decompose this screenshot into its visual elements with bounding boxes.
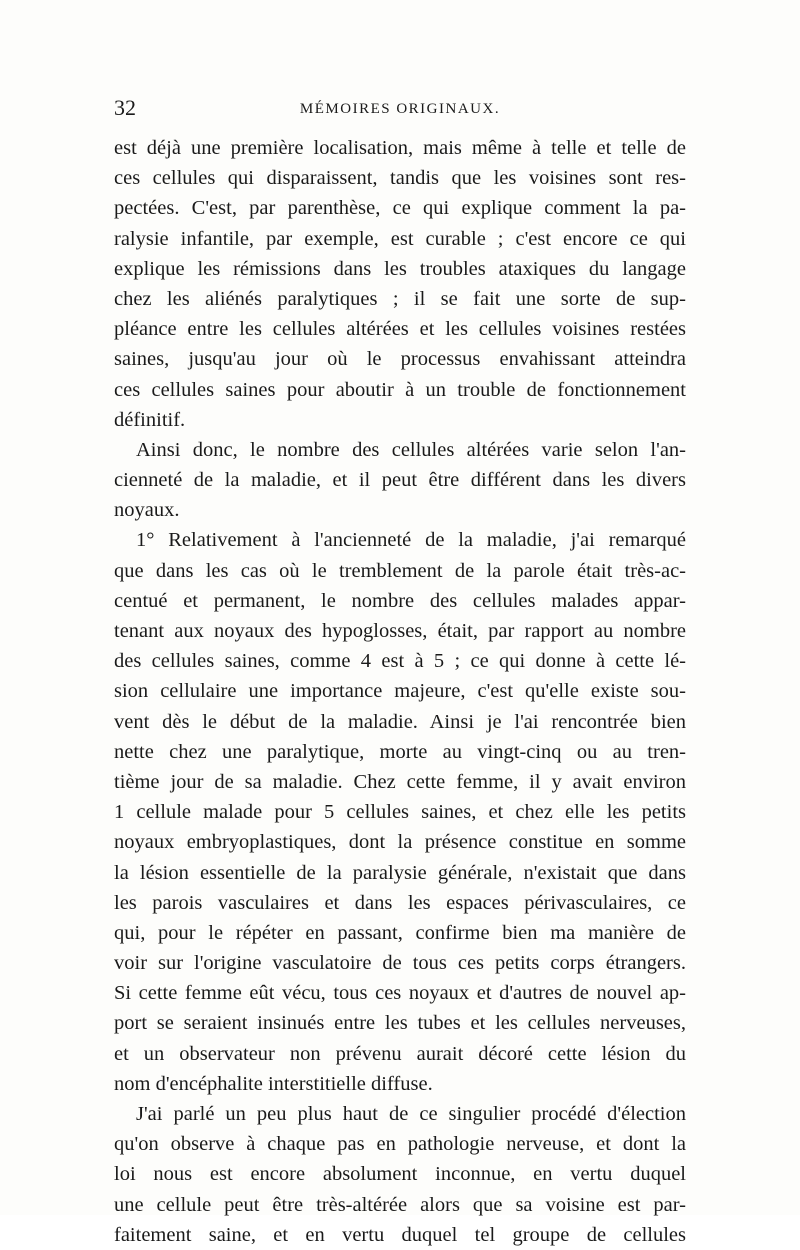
body-text	[114, 133, 686, 1250]
text-line: la lésion essentielle de la paralysie générale, n'existait que dans	[114, 861, 686, 884]
text-line: pléance entre les cellules altérées et les cellules voisines restées	[114, 318, 686, 341]
text-line: tenant aux noyaux des hypoglosses, était, par rapport au nombre	[114, 620, 686, 642]
text-line: ces cellules qui disparaissent, tandis que les voisines sont res-	[114, 167, 686, 190]
text-line: une cellule peut être très-altérée alors que sa voisine est par-	[114, 1193, 686, 1216]
text-line: J'ai parlé un peu plus haut de ce singulier procédé d'élection	[136, 1103, 686, 1125]
text-line: définitif.	[114, 408, 186, 431]
text-line: nom d'encéphalite interstitielle diffuse.	[114, 1072, 433, 1095]
running-head	[114, 96, 686, 120]
text-line: Ainsi donc, le nombre des cellules altérées varie selon l'an-	[136, 438, 686, 461]
header-title: MÉMOIRES ORIGINAUX.	[299, 101, 501, 117]
page-number: 32	[114, 95, 136, 120]
text-line: port se seraient insinués entre les tubes et les cellules nerveuses,	[114, 1012, 686, 1035]
text-line: qu'on observe à chaque pas en pathologie nerveuse, et dont la	[114, 1133, 686, 1156]
text-line: noyaux.	[114, 499, 180, 522]
text-line: saines, jusqu'au jour où le processus envahissant atteindra	[114, 348, 686, 371]
text-line: vent dès le début de la maladie. Ainsi je l'ai rencontrée bien	[114, 710, 686, 733]
text-line: que dans les cas où le tremblement de la parole était très-ac-	[114, 559, 686, 582]
text-line: Si cette femme eût vécu, tous ces noyaux et d'autres de nouvel ap-	[114, 982, 686, 1005]
text-line: chez les aliénés paralytiques ; il se fait une sorte de sup-	[114, 287, 686, 310]
text-line: nette chez une paralytique, morte au vingt-cinq ou au tren-	[114, 740, 686, 763]
text-line: tième jour de sa maladie. Chez cette femme, il y avait environ	[114, 770, 686, 793]
text-line: pectées. C'est, par parenthèse, ce qui explique comment la pa-	[114, 197, 686, 220]
text-line: explique les rémissions dans les troubles ataxiques du langage	[114, 257, 686, 280]
text-line: voir sur l'origine vasculatoire de tous ces petits corps étrangers.	[114, 952, 686, 975]
text-line: 1° Relativement à l'ancienneté de la maladie, j'ai remarqué	[136, 529, 686, 552]
text-line: les parois vasculaires et dans les espaces périvasculaires, ce	[114, 891, 686, 914]
text-line: des cellules saines, comme 4 est à 5 ; ce qui donne à cette lé-	[114, 650, 686, 673]
text-line: loi nous est encore absolument inconnue, en vertu duquel	[114, 1163, 686, 1186]
text-line: noyaux embryoplastiques, dont la présence constitue en somme	[114, 831, 686, 854]
text-line: ces cellules saines pour aboutir à un trouble de fonctionnement	[114, 378, 686, 401]
text-line: 1 cellule malade pour 5 cellules saines, et chez elle les petits	[114, 801, 686, 824]
text-line: faitement saine, et en vertu duquel tel groupe de cellules	[114, 1223, 686, 1246]
text-line: centué et permanent, le nombre des cellules malades appar-	[114, 589, 686, 612]
text-line: est déjà une première localisation, mais même à telle et telle de	[114, 137, 686, 159]
text-line: sion cellulaire une importance majeure, c'est qu'elle existe sou-	[114, 680, 686, 703]
text-line: cienneté de la maladie, et il peut être différent dans les divers	[114, 469, 686, 492]
text-line: et un observateur non prévenu aurait décoré cette lésion du	[114, 1042, 686, 1065]
text-line: ralysie infantile, par exemple, est curable ; c'est encore ce qui	[114, 227, 686, 250]
text-line: qui, pour le répéter en passant, confirme bien ma manière de	[114, 921, 686, 944]
